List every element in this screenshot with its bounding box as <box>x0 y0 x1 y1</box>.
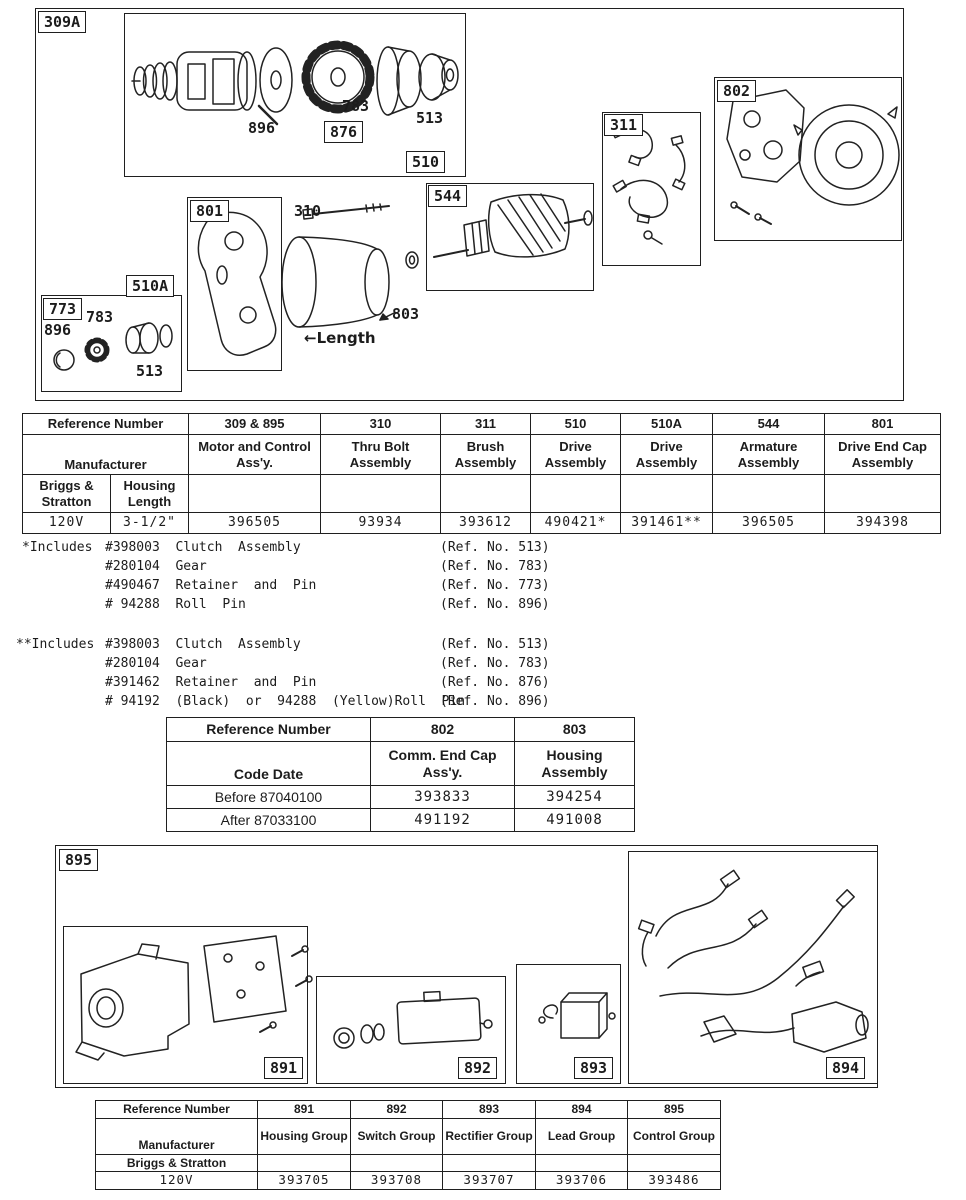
code-date-header: Code Date <box>167 742 371 786</box>
callout-783: 783 <box>342 97 370 115</box>
note-ref: (Ref. No. 896) <box>440 597 550 612</box>
length-annotation <box>304 329 376 347</box>
length-label: Length <box>316 329 376 347</box>
table-row <box>96 1119 721 1155</box>
empty-cell <box>441 475 531 513</box>
manufacturer-header: Manufacturer <box>96 1119 258 1155</box>
drive-end-cap-box <box>187 197 282 371</box>
note-line <box>22 559 550 574</box>
assembly-header: Housing Assembly <box>515 742 635 786</box>
table-row <box>96 1101 721 1119</box>
ref-number-header: Reference Number <box>167 718 371 742</box>
col-header-510a: 510A <box>621 414 713 435</box>
empty-cell <box>825 475 941 513</box>
part-number-cell: 393612 <box>441 513 531 534</box>
table-row <box>167 809 635 832</box>
table-row <box>167 742 635 786</box>
part-number-cell: 393706 <box>536 1172 628 1190</box>
housing-length-cell: 3-1/2" <box>111 513 189 534</box>
brand-header: Briggs & Stratton <box>96 1155 258 1172</box>
part-number-cell: 393705 <box>258 1172 351 1190</box>
code-date-cell: Before 87040100 <box>167 786 371 809</box>
col-header-510: 510 <box>531 414 621 435</box>
assembly-header: Brush Assembly <box>441 435 531 475</box>
housing-drawing <box>282 237 394 327</box>
code-date-table <box>166 717 635 832</box>
note-ref: (Ref. No. 773) <box>440 578 550 593</box>
callout-311: 311 <box>604 114 643 136</box>
empty-cell <box>351 1155 443 1172</box>
starter-parts-table <box>22 413 941 534</box>
col-header-801: 801 <box>825 414 941 435</box>
part-number-cell: 491008 <box>515 809 635 832</box>
note-prefix: **Includes <box>16 637 95 652</box>
col-header-894: 894 <box>536 1101 628 1119</box>
note-line <box>16 675 550 690</box>
empty-cell <box>628 1155 721 1172</box>
callout-801: 801 <box>190 200 229 222</box>
note-item: #490467 Retainer and Pin <box>105 578 317 593</box>
group-header: Control Group <box>628 1119 721 1155</box>
ref-number-header: Reference Number <box>96 1101 258 1119</box>
part-number-cell: 490421* <box>531 513 621 534</box>
note-item: #391462 Retainer and Pin <box>105 675 317 690</box>
note-item: # 94288 Roll Pin <box>105 597 246 612</box>
callout-773: 773 <box>43 298 82 320</box>
table-row <box>96 1155 721 1172</box>
assembly-header: Armature Assembly <box>713 435 825 475</box>
callout-510: 510 <box>406 151 445 173</box>
group-header: Switch Group <box>351 1119 443 1155</box>
callout-876: 876 <box>324 121 363 143</box>
code-date-cell: After 87033100 <box>167 809 371 832</box>
callout-893: 893 <box>574 1057 613 1079</box>
table-row <box>23 435 941 475</box>
part-number-cell: 391461** <box>621 513 713 534</box>
note-item: #398003 Clutch Assembly <box>105 540 301 555</box>
manufacturer-header: Manufacturer <box>23 435 189 475</box>
assembly-header: Drive End Cap Assembly <box>825 435 941 475</box>
part-number-cell: 93934 <box>321 513 441 534</box>
lead-group-box <box>628 851 878 1084</box>
note-ref: (Ref. No. 896) <box>440 694 550 709</box>
col-header-311: 311 <box>441 414 531 435</box>
callout-894: 894 <box>826 1057 865 1079</box>
note-ref: (Ref. No. 876) <box>440 675 550 690</box>
callout-896-small: 896 <box>44 321 72 339</box>
assembly-header: Thru Bolt Assembly <box>321 435 441 475</box>
part-number-cell: 394254 <box>515 786 635 809</box>
voltage-cell: 120V <box>96 1172 258 1190</box>
col-header-892: 892 <box>351 1101 443 1119</box>
note-ref: (Ref. No. 783) <box>440 559 550 574</box>
empty-cell <box>531 475 621 513</box>
col-header-891: 891 <box>258 1101 351 1119</box>
note-ref: (Ref. No. 513) <box>440 637 550 652</box>
empty-cell <box>189 475 321 513</box>
part-number-cell: 491192 <box>371 809 515 832</box>
electrical-group-diagram <box>55 845 878 1088</box>
empty-cell <box>536 1155 628 1172</box>
note-line <box>22 597 550 612</box>
callout-896: 896 <box>248 119 276 137</box>
empty-cell <box>321 475 441 513</box>
col-header-895: 895 <box>628 1101 721 1119</box>
callout-513: 513 <box>416 109 444 127</box>
assembly-header: Comm. End Cap Ass'y. <box>371 742 515 786</box>
brand-header: Briggs & Stratton <box>23 475 111 513</box>
empty-cell <box>713 475 825 513</box>
table-row <box>23 513 941 534</box>
note-ref: (Ref. No. 783) <box>440 656 550 671</box>
part-number-cell: 394398 <box>825 513 941 534</box>
callout-544: 544 <box>428 185 467 207</box>
callout-513-small: 513 <box>136 362 164 380</box>
callout-510a: 510A <box>126 275 174 297</box>
starter-exploded-diagram <box>35 8 904 401</box>
table-row <box>167 718 635 742</box>
empty-cell <box>621 475 713 513</box>
note-line <box>16 637 550 652</box>
note-item: #398003 Clutch Assembly <box>105 637 301 652</box>
table-row <box>96 1172 721 1190</box>
note-item: #280104 Gear <box>105 656 207 671</box>
assembly-header: Motor and Control Ass'y. <box>189 435 321 475</box>
part-number-cell: 393486 <box>628 1172 721 1190</box>
note-item: #280104 Gear <box>105 559 207 574</box>
length-arrow-icon: ← <box>304 329 317 347</box>
col-header-309-895: 309 & 895 <box>189 414 321 435</box>
part-number-cell: 396505 <box>189 513 321 534</box>
table-row <box>23 414 941 435</box>
callout-895: 895 <box>59 849 98 871</box>
callout-783-small: 783 <box>86 308 114 326</box>
table-row <box>23 475 941 513</box>
empty-cell <box>258 1155 351 1172</box>
callout-802: 802 <box>717 80 756 102</box>
housing-length-header: Housing Length <box>111 475 189 513</box>
col-header-802: 802 <box>371 718 515 742</box>
col-header-893: 893 <box>443 1101 536 1119</box>
group-header: Rectifier Group <box>443 1119 536 1155</box>
callout-310: 310 <box>294 202 322 220</box>
part-number-cell: 393708 <box>351 1172 443 1190</box>
callout-309a: 309A <box>38 11 86 33</box>
col-header-544: 544 <box>713 414 825 435</box>
col-header-803: 803 <box>515 718 635 742</box>
note-prefix: *Includes <box>22 540 93 555</box>
assembly-header: Drive Assembly <box>531 435 621 475</box>
electrical-parts-table <box>95 1100 721 1190</box>
note-line <box>16 656 550 671</box>
part-number-cell: 393707 <box>443 1172 536 1190</box>
note-line <box>16 694 550 709</box>
part-number-cell: 396505 <box>713 513 825 534</box>
callout-892: 892 <box>458 1057 497 1079</box>
col-header-310: 310 <box>321 414 441 435</box>
assembly-header: Drive Assembly <box>621 435 713 475</box>
part-number-cell: 393833 <box>371 786 515 809</box>
voltage-cell: 120V <box>23 513 111 534</box>
callout-891: 891 <box>264 1057 303 1079</box>
group-header: Lead Group <box>536 1119 628 1155</box>
note-item: # 94192 (Black) or 94288 (Yellow)Roll Pin <box>105 694 466 709</box>
table-row <box>167 786 635 809</box>
empty-cell <box>443 1155 536 1172</box>
note-line <box>22 540 550 555</box>
ref-number-header: Reference Number <box>23 414 189 435</box>
callout-803: 803 <box>392 305 420 323</box>
note-ref: (Ref. No. 513) <box>440 540 550 555</box>
note-line <box>22 578 550 593</box>
group-header: Housing Group <box>258 1119 351 1155</box>
